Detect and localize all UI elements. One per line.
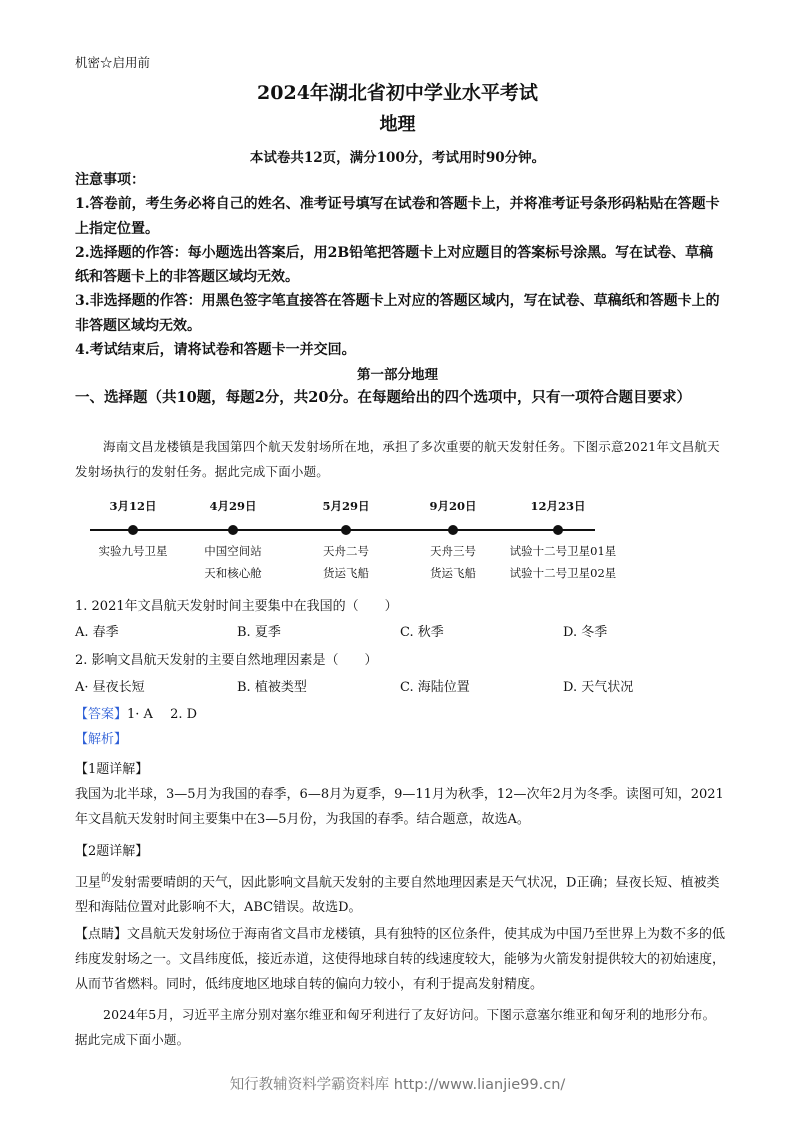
- q1-option-a: A. 春季: [75, 625, 119, 640]
- event-label: 货运飞船: [430, 566, 476, 580]
- passage-1: 海南文昌龙楼镇是我国第四个航天发射场所在地，承担了多次重要的航天发射任务。下图示意2021年文昌航天发射场执行的发射任务。据此完成下面小题。: [75, 439, 720, 479]
- q2-option-a: A· 昼夜长短: [75, 680, 145, 695]
- question-1-stem: 1. 2021年文昌航天发射时间主要集中在我国的（ ）: [75, 599, 398, 614]
- event-date: 4月29日: [209, 499, 257, 513]
- q2-option-d: D. 天气状况: [563, 680, 634, 695]
- detail-2-text: [75, 866, 725, 920]
- event-dot: [448, 525, 458, 535]
- answer-line: [75, 703, 197, 722]
- event-label: 试验十二号卫星01星: [509, 544, 617, 558]
- q1-option-b: B. 夏季: [237, 625, 281, 640]
- event-label: 试验十二号卫星02星: [509, 566, 617, 580]
- event-date: 12月23日: [530, 499, 586, 513]
- q1-option-c: C. 秋季: [400, 625, 444, 640]
- note-item: 1.答卷前，考生务必将自己的姓名、准考证号填写在试卷和答题卡上，并将准考证号条形码粘贴在答题卡上指定位置。: [75, 196, 720, 237]
- launch-timeline: [75, 493, 635, 585]
- event-label: 中国空间站: [204, 544, 262, 558]
- confidential-mark: 机密☆启用前: [75, 55, 151, 70]
- subject-title: 地理: [379, 114, 416, 135]
- q1-option-d: D. 冬季: [563, 625, 608, 640]
- q2-option-c: C. 海陆位置: [400, 680, 470, 695]
- event-label: 天舟二号: [323, 544, 369, 558]
- event-dot: [341, 525, 351, 535]
- event-date: 5月29日: [322, 499, 370, 513]
- notes-block: [75, 168, 725, 362]
- detail-2-text-a: 卫星: [75, 875, 102, 891]
- passage-2: 2024年5月，习近平主席分别对塞尔维亚和匈牙利进行了友好访问。下图示意塞尔维亚和匈牙利的地形分布。据此完成下面小题。: [75, 1007, 716, 1047]
- event-dot: [553, 525, 563, 535]
- detail-2-heading: 【2题详解】: [75, 844, 149, 859]
- notes-heading: 注意事项：: [75, 172, 145, 188]
- part-title: 第一部分地理: [357, 367, 438, 383]
- footer-watermark: 知行教辅资料学霸资料库 http://www.lianjie99.cn/: [229, 1077, 566, 1093]
- tip-text: 【点睛】文昌航天发射场位于海南省文昌市龙楼镇，具有独特的区位条件，使其成为中国乃至世界上为数不多的低纬度发射场之一。文昌纬度低，接近赤道，这使得地球自转的线速度较大，能够为火箭发射提供较大的初始速度，从而节省燃料。同时，低纬度地区地球自转的偏向力较小，有利于提高发射精度。: [75, 927, 726, 992]
- detail-1-text: 我国为北半球，3—5月为我国的春季，6—8月为夏季，9—11月为秋季，12—次年2月为冬季。读图可知，2021年文昌航天发射时间主要集中在3—5月份，为我国的春季。结合题意，故选A。: [75, 787, 724, 827]
- event-label: 货运飞船: [323, 566, 369, 580]
- event-dot: [128, 525, 138, 535]
- detail-2-text-b: 的: [101, 873, 112, 884]
- detail-1-heading: 【1题详解】: [75, 762, 149, 777]
- note-item: 4.考试结束后，请将试卷和答题卡一并交回。: [75, 342, 356, 359]
- event-label: 天和核心舱: [204, 566, 262, 580]
- event-date: 3月12日: [109, 499, 157, 513]
- exam-title: 2024年湖北省初中学业水平考试: [257, 82, 538, 104]
- section-heading: 一、选择题（共10题，每题2分，共20分。在每题给出的四个选项中，只有一项符合题目要求）: [75, 389, 691, 406]
- q2-option-b: B. 植被类型: [237, 680, 307, 695]
- question-2-stem: 2. 影响文昌航天发射的主要自然地理因素是（ ）: [75, 653, 378, 668]
- exam-info: 本试卷共12页，满分100分，考试用时90分钟。: [249, 150, 546, 166]
- answer-value: 1· A 2. D: [127, 707, 198, 722]
- note-item: 3.非选择题的作答：用黑色签字笔直接答在答题卡上对应的答题区域内，写在试卷、草稿纸和答题卡上的非答题区域均无效。: [75, 293, 720, 334]
- detail-2-text-c: 发射需要晴朗的天气，因此影响文昌航天发射的主要自然地理因素是天气状况，D正确；昼夜长短、植被类型和海陆位置对此影响不大，ABC错误。故选D。: [75, 875, 720, 916]
- answer-label: 【答案】: [75, 707, 128, 722]
- event-date: 9月20日: [429, 499, 477, 513]
- event-label: 天舟三号: [430, 544, 476, 558]
- event-label: 实验九号卫星: [98, 544, 168, 558]
- note-item: 2.选择题的作答：每小题选出答案后，用2B铅笔把答题卡上对应题目的答案标号涂黑。写在试卷、草稿纸和答题卡上的非答题区域均无效。: [75, 244, 714, 286]
- analysis-label: 【解析】: [75, 732, 128, 747]
- event-dot: [228, 525, 238, 535]
